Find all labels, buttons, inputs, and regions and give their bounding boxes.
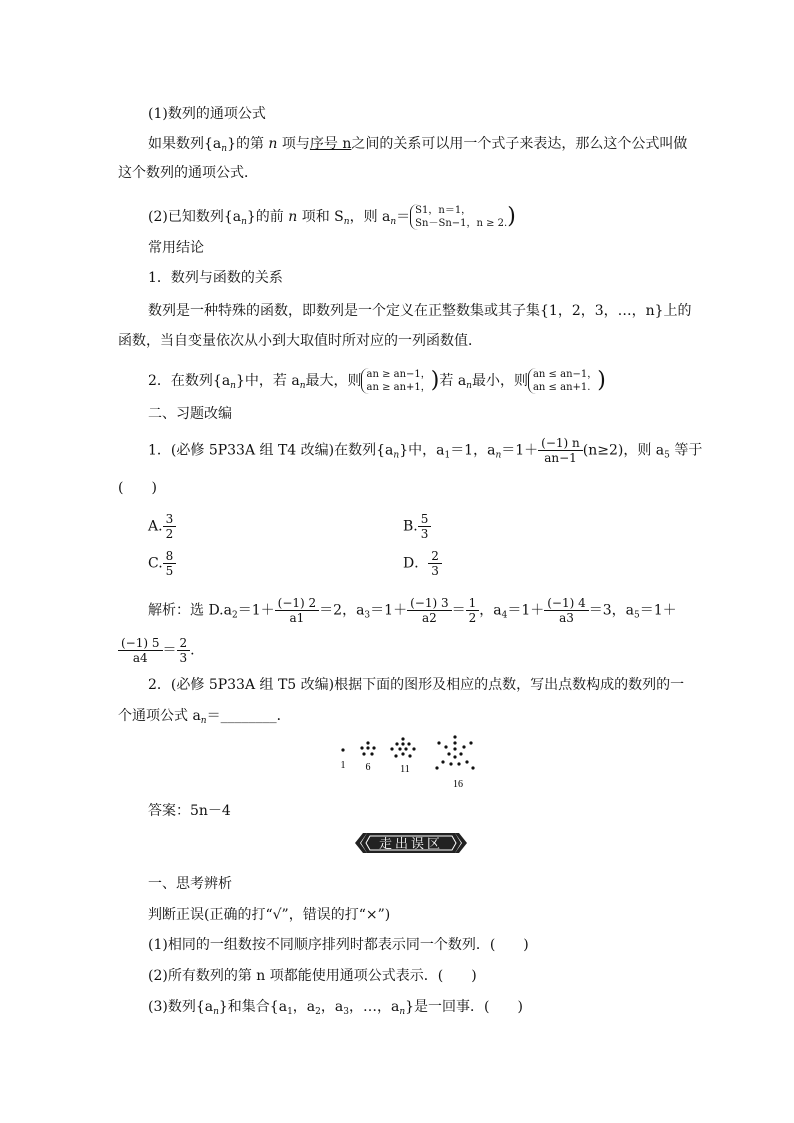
conclusion-1-line2: 函数，当自变量依次从小到大取值时所对应的一列函数值．: [118, 333, 482, 349]
exercise-section-heading: 二、习题改编: [148, 406, 232, 422]
banner-label: 走出误区: [378, 837, 444, 852]
max-condition-brace: an ≥ an−1， an ≥ an+1，: [361, 368, 430, 394]
true-false-instruction: 判断正误(正确的打“√”，错误的打“×”): [148, 907, 391, 923]
dot-figure-16: [435, 735, 474, 769]
question-2-line1: 2．(必修 5P33A 组 T5 改编)根据下面的图形及相应的点数，写出点数构成的数列的一: [148, 677, 685, 693]
true-false-item-3: (3)数列$\{a_n\}$和集合{$a_1$，$a_2$，$a_3$，…，$a_n$}是一回事．( ): [148, 999, 523, 1017]
reflection-heading: 一、思考辨析: [148, 876, 232, 892]
general-term-definition-line2: 这个数列的通项公式．: [118, 165, 258, 181]
true-false-item-2: (2)所有数列的第 n 项都能使用通项公式表示．( ): [148, 968, 477, 984]
question-1-answer-blank: ( ): [118, 480, 157, 496]
option-c: C. $\frac{8}{5}$: [148, 549, 176, 578]
partial-sum-formula: (2)已知数列$\{a_n\}$的前 n 项和 $S_n$，则 $a_n=$ S1，n＝1， Sn－Sn−1，n ≥ 2. ): [148, 204, 516, 229]
dot-label-6: 6: [365, 762, 371, 773]
option-b: B. $\frac{5}{3}$: [403, 512, 431, 541]
conclusion-2-extremum: 2．在数列$\{a_n\}$中，若 $a_n$最大，则 an ≥ an−1， an ≥ an+1， )若 $a_n$最小，则 an ≤ an−1， an ≤ an+1. ): [148, 368, 606, 393]
dot-figure-6: [360, 741, 375, 755]
dot-label-16: 16: [453, 779, 463, 790]
solution-line1: 解析：选 $D.a_2=1+$ $\frac{(-1) 2}{a1}$ ＝2，$a_3=1+$ $\frac{(-1) 3}{a2}$ ＝ $\frac{1}{2}$ ，$a_4=1+$ $\frac{(-1) 4}{a3}$ ＝3，$a_5=1+$: [148, 596, 677, 625]
general-term-definition-line1: 如果数列$\{a_n\}$的第 n 项与序号 n之间的关系可以用一个式子来表达，那么这个公式叫做: [148, 136, 688, 154]
true-false-item-1: (1)相同的一组数按不同顺序排列时都表示同一个数列．( ): [148, 937, 529, 953]
answer-line: 答案：5n－4: [148, 803, 231, 819]
min-condition-brace: an ≤ an−1， an ≤ an+1.: [528, 368, 597, 394]
dot-label-11: 11: [400, 764, 410, 775]
dot-figure-1: [341, 748, 344, 751]
common-conclusions-heading: 常用结论: [148, 240, 204, 256]
dot-label-1: 1: [340, 760, 346, 771]
dot-pattern-figure: [330, 735, 490, 795]
conclusion-1-line1: 数列是一种特殊的函数，即数列是一个定义在正整数集或其子集{1，2，3，…，n}上的: [148, 303, 692, 319]
section-title-general-term: (1)数列的通项公式: [148, 106, 266, 122]
piecewise-brace: S1，n＝1， Sn－Sn−1，n ≥ 2.: [410, 204, 507, 230]
section-banner: [355, 830, 467, 856]
question-1-stem: 1．(必修 5P33A 组 T4 改编)在数列$\{a_n\}$中，$a_1=1$，$a_n=1+$ $\frac{(-1) n}{an-1}$ (n≥2)，则 $a_5$ 等于: [148, 436, 703, 465]
question-2-line2: 个通项公式 $a_n=\_\_\_\_\_\_\_\_$．: [118, 708, 291, 726]
option-a: A. $\frac{3}{2}$: [148, 512, 176, 541]
question-1-fraction: $\frac{(-1) n}{an-1}$: [538, 436, 583, 465]
conclusion-1-title: 1．数列与函数的关系: [148, 270, 283, 286]
option-d: D． $\frac{2}{3}$: [403, 549, 442, 578]
solution-line2: $\frac{(-1) 5}{a4}$ ＝ $\frac{2}{3}$ .: [118, 636, 195, 665]
dot-figure-11: [390, 737, 415, 757]
